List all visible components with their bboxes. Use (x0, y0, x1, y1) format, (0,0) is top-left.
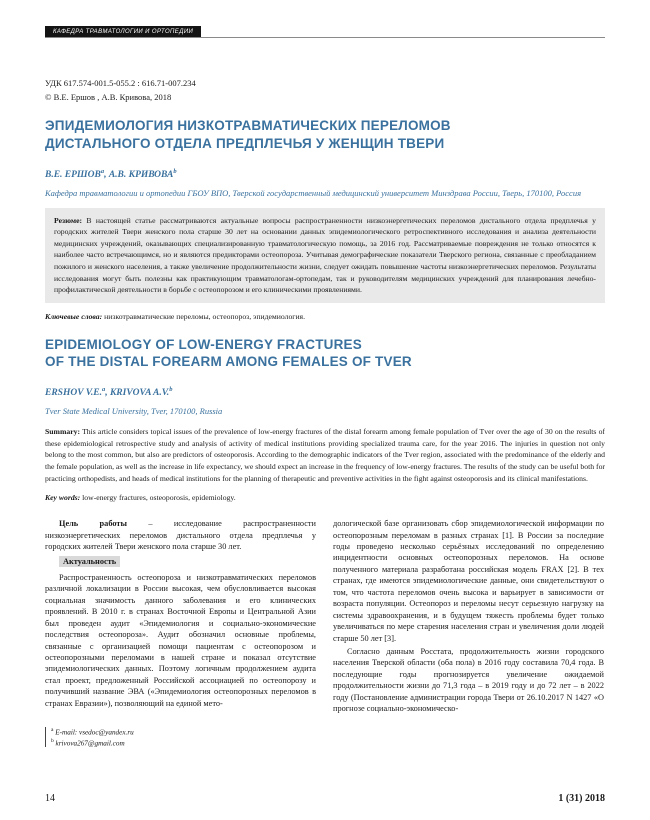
abstract-ru-label: Резюме: (54, 215, 83, 225)
affiliation-en: Tver State Medical University, Tver, 170100, Russia (45, 406, 223, 417)
author-en-1-affiliation-mark: a (101, 386, 106, 394)
abstract-ru (45, 208, 605, 303)
authors-en-separator: , (105, 388, 110, 399)
body-column-right (333, 518, 604, 716)
aim-text: – исследование распространенности низкоэнергетических переломов дистального отдела предплечья у городских жителей Твери женского пола старше 30 лет. (45, 519, 316, 551)
author-en-2: KRIVOVA A.V. (109, 388, 170, 399)
authors-ru (45, 168, 605, 180)
running-header (45, 26, 605, 38)
footnotes (45, 727, 231, 748)
page-number: 14 (45, 793, 55, 804)
author-en-1: ERSHOV V.E. (45, 388, 102, 399)
article-title-ru (45, 117, 605, 153)
aim-label: Цель работы (59, 519, 127, 529)
article-title-en-line1: EPIDEMIOLOGY OF LOW-ENERGY FRACTURES (45, 336, 362, 352)
authors-en (45, 386, 605, 398)
author-ru-2: А.В. КРИВОВА (108, 169, 174, 180)
abstract-ru-text: В настоящей статье рассматриваются актуальные вопросы распространенности низкоэнергетических переломов дистального отдела предплечья у городских жителей Твери женского пола старше 30 лет на основании данных эпидемиологического ретроспективного исследования и анализа деятельности медицинских учреждений, оказывающих специализированную травматологическую помощь, за 2016 год. Рассматриваемые повреждения не только относятся к наиболее часто встречающимся, но и являются предикторами остеопороза. Учитывая демографические показатели Тверского региона, связанные с преобладанием пожилого и женского населения, а также увеличение продолжительности жизни, следует ожидать повышение частоты низкоэнергетических переломов. Результаты исследования могут быть полезны как практикующим травматологам-ортопедам, так и руководителям медицинских учреждений для планирования лечебно-профилактической деятельности в борьбе с остеопорозом и его клиническими проявлениями. (54, 215, 596, 295)
body-paragraph-right-2: Согласно данным Росстата, продолжительность жизни городского населения Тверской области (оба пола) в 2016 году составила 70,4 года. В последующие годы прогнозируется увеличение ожидаемой продолжительности жизни до 71,3 года – в 2019 году и до 72 лет – в 2022 году (Постановление администрации города Твери от 26.10.2017 N 1427 «О прогнозе социально-экономическо- (333, 646, 604, 714)
aim-paragraph (45, 518, 316, 552)
body-columns (45, 518, 605, 716)
author-ru-2-affiliation-mark: b (173, 167, 177, 175)
authors-ru-separator: , (104, 169, 109, 180)
keywords-ru-text: низкотравматические переломы, остеопороз, эпидемиология. (102, 311, 306, 321)
affiliation-ru: Кафедра травматологии и ортопедии ГБОУ ВПО, Тверской государственный медицинский университет Минздрава России, Тверь, 170100, Россия (45, 187, 582, 198)
footnote-email-1: $^a$ E-mail: vsedoc@yandex.ru (51, 726, 134, 736)
issue-number: 1 (31) 2018 (558, 793, 605, 804)
footnote-email-2: $^b$ krivova267@gmail.com (51, 737, 125, 748)
keywords-ru-label: Ключевые слова: (45, 311, 103, 321)
copyright-line: © В.Е. Ершов , А.В. Кривова, 2018 (45, 92, 172, 102)
summary-en-text: This article considers topical issues of the prevalence of low-energy fractures of the distal forearm among female population of Tver over the age of 30 on the results of these epidemiological retrospective study and analysis of activity of medical institutions providing specialized trauma care, for the year 2016. The injuries in question not only belong to the most common, but also are predictors of osteoporosis. According to the demographic indicators of the Tver region, associated with the predominance of the elderly and the female population, as well as the increase in life expectancy, we should expect an increase in the frequency of low-energy fractures. The results of the study can be useful both for practicing orthopedists, and heads of medical institutions for the planning of therapeutic and preventive activities in the fight against osteoporosis and its clinical manifestations. (45, 427, 605, 483)
page-footer (45, 793, 605, 804)
summary-en (45, 426, 605, 484)
keywords-en-text: low-energy fractures, osteoporosis, epidemiology. (80, 493, 236, 503)
body-paragraph-right-1: дологической базе организовать сбор эпидемиологической информации по остеопорозным переломам в разных странах [1]. В России за последние годы проведено несколько серьёзных исследований по определению инцидентности основных остеопорозных переломов. На основе полученного материала разработана российская модель FRAX [2]. В тех странах, где имеются эпидемиологические данные, они свидетельствуют о том, что частота переломов очень высока и варьирует в зависимости от возраста популяции. Остеопороз и переломы несут серьезную нагрузку на системы здравоохранения, и в будущем тяжесть проблемы будет только увеличиваться по мере старения населения стран и увеличения доли людей старше 50 лет [3]. (333, 519, 604, 643)
body-column-left (45, 518, 316, 716)
article-title-ru-line2: ДИСТАЛЬНОГО ОТДЕЛА ПРЕДПЛЕЧЬЯ У ЖЕНЩИН ТВЕРИ (45, 135, 445, 151)
department-tag: КАФЕДРА ТРАВМАТОЛОГИИ И ОРТОПЕДИИ (45, 26, 201, 37)
summary-en-label: Summary: (45, 427, 81, 437)
article-title-ru-line1: ЭПИДЕМИОЛОГИЯ НИЗКОТРАВМАТИЧЕСКИХ ПЕРЕЛОМОВ (45, 118, 451, 133)
author-en-2-affiliation-mark: b (169, 386, 173, 394)
article-title-en (45, 336, 605, 372)
author-ru-1: В.Е. ЕРШОВ (45, 169, 101, 180)
keywords-en-label: Key words: (45, 493, 81, 503)
keywords-ru (45, 312, 605, 321)
section-heading-relevance: Актуальность (45, 556, 316, 567)
article-title-en-line2: OF THE DISTAL FOREARM AMONG FEMALES OF TVER (45, 354, 412, 370)
keywords-en (45, 493, 605, 502)
body-paragraph-left: Распространенность остеопороза и низкотравматических переломов различной локализации в России высокая, чем обусловливается высокая социальная значимость данного заболевания и его клинических проявлений. В 2010 г. в странах Восточной Европы и Центральной Азии был проведен аудит «Эпидемиология и социально-экономические последствия остеопороза». Аудит обозначил основные проблемы, связанные с организацией помощи пациентам с остеопорозом и остеопорозными переломами в нашей стране и показал отсутствие эпидемиологических данных. Поэтому логичным продолжением аудита стал проект, предложенный Российской ассоциацией по остеопорозу и получивший название ЭВА («Эпидемиология остеопорозных переломов в странах Евразии»), позволяющий на единой мето- (45, 572, 316, 708)
udk-code: УДК 617.574-001.5-055.2 : 616.71-007.234 (45, 78, 196, 88)
author-ru-1-affiliation-mark: a (100, 167, 105, 175)
